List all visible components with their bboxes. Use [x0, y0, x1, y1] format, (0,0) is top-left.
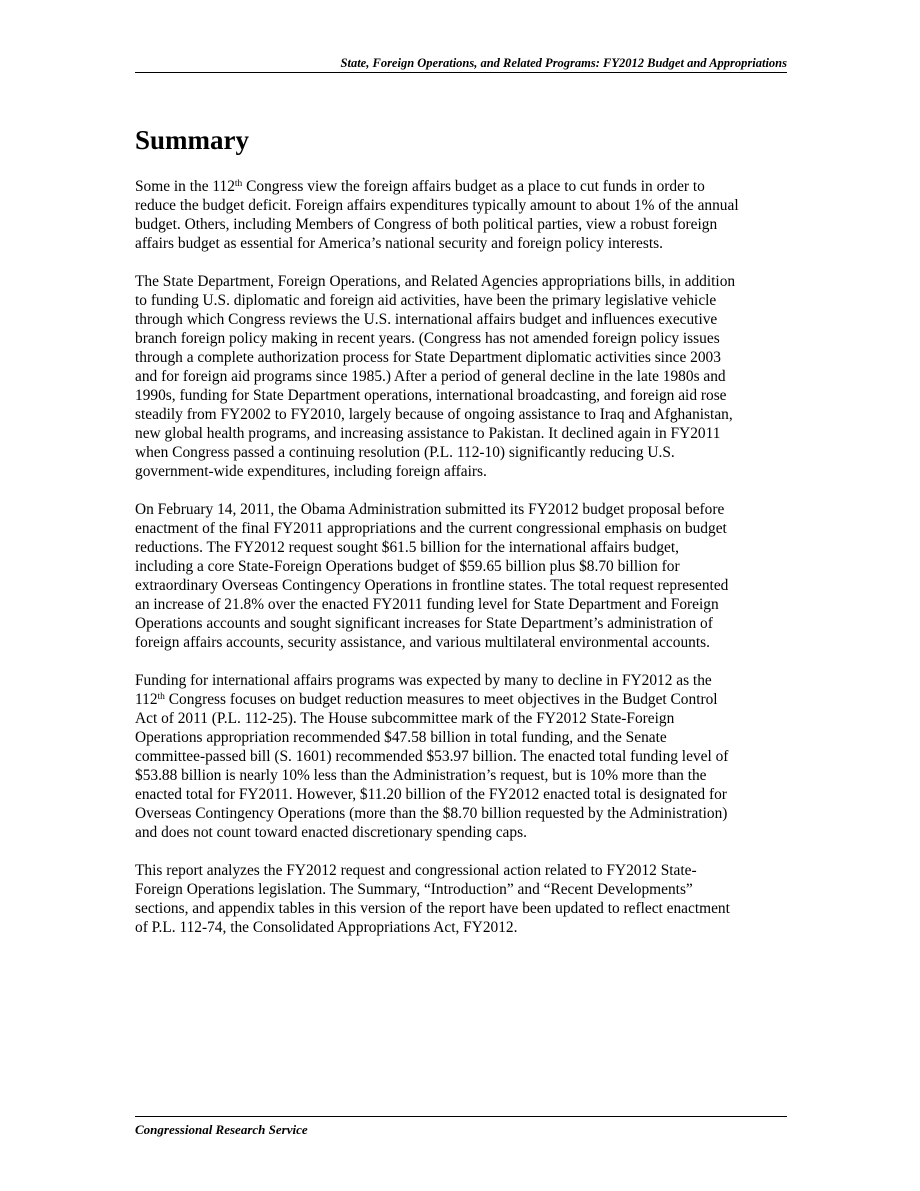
text-line: On February 14, 2011, the Obama Administration submitted its FY2012 budget proposal before: [135, 501, 725, 518]
paragraph-4: [135, 671, 787, 842]
paragraph-3: [135, 500, 787, 652]
superscript: th: [234, 179, 243, 189]
text-line: branch foreign policy making in recent years. (Congress has not amended foreign policy issues: [135, 330, 720, 347]
text-line: including a core State-Foreign Operations budget of $59.65 billion plus $8.70 billion for: [135, 558, 680, 575]
text-line: sections, and appendix tables in this version of the report have been updated to reflect enactment: [135, 900, 730, 917]
text-line: Operations appropriation recommended $47.58 billion in total funding, and the Senate: [135, 729, 667, 746]
footer-rule: [135, 1116, 787, 1117]
text-line: and does not count toward enacted discretionary spending caps.: [135, 824, 527, 841]
header-rule: [135, 72, 787, 73]
text-line: affairs budget as essential for America’s national security and foreign policy interests.: [135, 235, 663, 252]
text-line: $53.88 billion is nearly 10% less than the Administration’s request, but is 10% more than the: [135, 767, 707, 784]
text-line: through which Congress reviews the U.S. international affairs budget and influences executive: [135, 311, 718, 328]
text-line: steadily from FY2002 to FY2010, largely because of ongoing assistance to Iraq and Afghanistan,: [135, 406, 733, 423]
text-line: Funding for international affairs programs was expected by many to decline in FY2012 as the: [135, 672, 712, 689]
text-line: Act of 2011 (P.L. 112-25). The House subcommittee mark of the FY2012 State-Foreign: [135, 710, 675, 727]
paragraph-5: [135, 861, 787, 937]
text-line: Foreign Operations legislation. The Summary, “Introduction” and “Recent Developments”: [135, 881, 693, 898]
text-line: new global health programs, and increasing assistance to Pakistan. It declined again in FY2011: [135, 425, 721, 442]
text-line: when Congress passed a continuing resolution (P.L. 112-10) significantly reducing U.S.: [135, 444, 675, 461]
text-line: The State Department, Foreign Operations, and Related Agencies appropriations bills, in addition: [135, 273, 736, 290]
text-line: Overseas Contingency Operations (more than the $8.70 billion requested by the Administration): [135, 805, 728, 822]
paragraph-1: [135, 177, 787, 253]
text-line: 112th Congress focuses on budget reduction measures to meet objectives in the Budget Control: [135, 691, 718, 708]
text-line: an increase of 21.8% over the enacted FY2011 funding level for State Department and Foreign: [135, 596, 719, 613]
body-text: [135, 177, 787, 937]
text-line: Operations accounts and sought significant increases for State Department’s administration of: [135, 615, 713, 632]
text-line: 1990s, funding for State Department operations, international broadcasting, and foreign aid rose: [135, 387, 727, 404]
paragraph-2: [135, 272, 787, 481]
text-line: enacted total for FY2011. However, $11.20 billion of the FY2012 enacted total is designated for: [135, 786, 727, 803]
text-line: enactment of the final FY2011 appropriations and the current congressional emphasis on budget: [135, 520, 727, 537]
text-line: Some in the 112th Congress view the foreign affairs budget as a place to cut funds in order to: [135, 178, 705, 195]
text-line: This report analyzes the FY2012 request and congressional action related to FY2012 State-: [135, 862, 697, 879]
text-line: committee-passed bill (S. 1601) recommended $53.97 billion. The enacted total funding level of: [135, 748, 729, 765]
footer-publisher: Congressional Research Service: [135, 1122, 308, 1137]
superscript: th: [157, 692, 165, 702]
text-line: foreign affairs accounts, security assistance, and various multilateral environmental accounts.: [135, 634, 710, 651]
text-line: and for foreign aid programs since 1985.) After a period of general decline in the late 1980s and: [135, 368, 726, 385]
running-header: State, Foreign Operations, and Related Programs: FY2012 Budget and Appropriations: [340, 56, 787, 70]
page-title: Summary: [135, 125, 249, 155]
text-line: of P.L. 112-74, the Consolidated Appropriations Act, FY2012.: [135, 919, 518, 936]
text-line: to funding U.S. diplomatic and foreign aid activities, have been the primary legislative vehicle: [135, 292, 717, 309]
text-line: through a complete authorization process for State Department diplomatic activities since 2003: [135, 349, 721, 366]
text-line: extraordinary Overseas Contingency Operations in frontline states. The total request represented: [135, 577, 729, 594]
text-line: reduce the budget deficit. Foreign affairs expenditures typically amount to about 1% of the annual: [135, 197, 739, 214]
text-line: budget. Others, including Members of Congress of both political parties, view a robust foreign: [135, 216, 718, 233]
text-line: reductions. The FY2012 request sought $61.5 billion for the international affairs budget,: [135, 539, 679, 556]
text-line: government-wide expenditures, including foreign affairs.: [135, 463, 487, 480]
